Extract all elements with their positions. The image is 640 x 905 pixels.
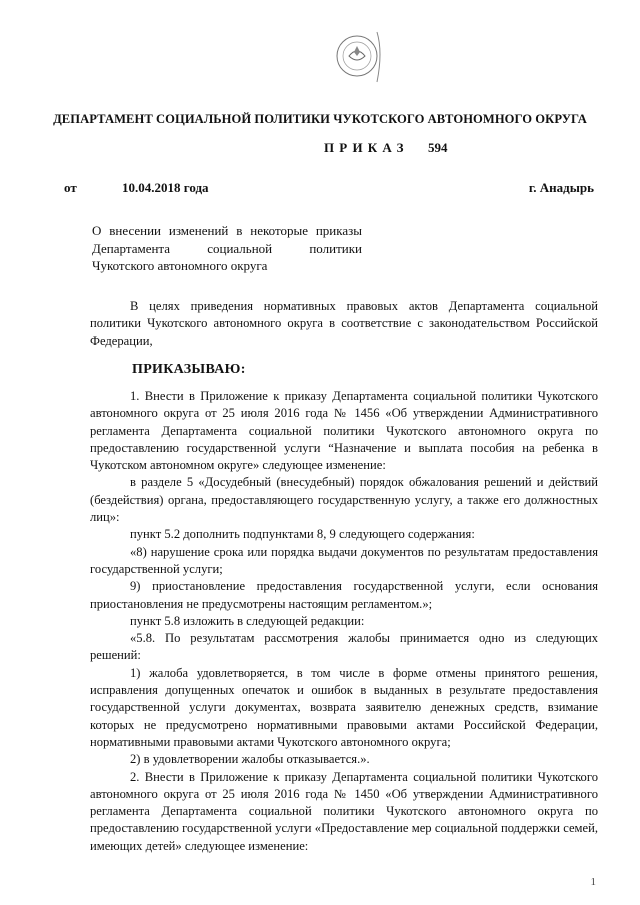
order-body	[90, 388, 598, 855]
order-date: 10.04.2018 года	[122, 180, 209, 195]
order-command: ПРИКАЗЫВАЮ:	[132, 362, 246, 377]
subject-line: О внесении изменений в некоторые приказы	[92, 223, 362, 238]
paragraph: пункт 5.2 дополнить подпунктами 8, 9 следующего содержания:	[130, 527, 475, 542]
order-number: 594	[428, 140, 448, 155]
paragraph: 1) жалоба удовлетворяется, в том числе в форме отмены принятого решения, исправления допущенных опечаток и ошибок в выданных в результате предоставления государственной услуги документах, возврата заявителю денежных средств, взимание которых не предусмотрено нормативными правовыми актами Российской Федерации, нормативными правовыми актами Чукотского автономного округа;	[90, 665, 598, 749]
paragraph: «5.8. По результатам рассмотрения жалобы принимается одно из следующих решений:	[90, 631, 598, 663]
paragraph: 9) приостановление предоставления государственной услуги, если основания приостановления не предусмотрены настоящим регламентом.»;	[90, 579, 598, 611]
paragraph: в разделе 5 «Досудебный (внесудебный) порядок обжалования решений и действий (бездействия) органа, предоставляющего государственную услугу, а также его должностных лиц»:	[90, 475, 598, 525]
subject-line: Департамента социальной политики	[92, 240, 362, 256]
department-title: ДЕПАРТАМЕНТ СОЦИАЛЬНОЙ ПОЛИТИКИ ЧУКОТСКОГО АВТОНОМНОГО ОКРУГА	[53, 112, 587, 126]
preamble-block	[90, 298, 598, 350]
paragraph: 2) в удовлетворении жалобы отказывается.».	[130, 752, 370, 767]
order-title: ПРИКАЗ	[324, 140, 409, 155]
paragraph: 1. Внести в Приложение к приказу Департамента социальной политики Чукотского автономного округа от 25 июля 2016 года № 1456 «Об утверждении Административного регламента Департамента социальной политики Чукотского автономного округа по предоставлению государственной услуги “Назначение и выплата пособия на ребенка в Чукотском автономном округе» следующее изменение:	[90, 389, 598, 473]
paragraph: 2. Внести в Приложение к приказу Департамента социальной политики Чукотского автономного округа от 25 июля 2016 года № 1450 «Об утверждении Административного регламента Департамента социальной политики Чукотского автономного округа по предоставлению государственной услуги «Предоставление мер социальной поддержки семей, имеющих детей» следующее изменение:	[90, 769, 598, 853]
paragraph: пункт 5.8 изложить в следующей редакции:	[130, 613, 365, 628]
page-number: 1	[590, 876, 596, 888]
preamble-text: В целях приведения нормативных правовых актов Департамента социальной политики Чукотского автономного округа в соответствие с законодательством Российской Федерации,	[90, 299, 598, 348]
order-city: г. Анадырь	[528, 180, 594, 195]
subject-line: Чукотского автономного округа	[92, 258, 268, 273]
paragraph: «8) нарушение срока или порядка выдачи документов по результатам предоставления государственной услуги;	[90, 544, 598, 576]
date-prefix: от	[64, 180, 77, 195]
order-subject	[92, 222, 362, 275]
coat-of-arms-emblem	[325, 26, 389, 90]
